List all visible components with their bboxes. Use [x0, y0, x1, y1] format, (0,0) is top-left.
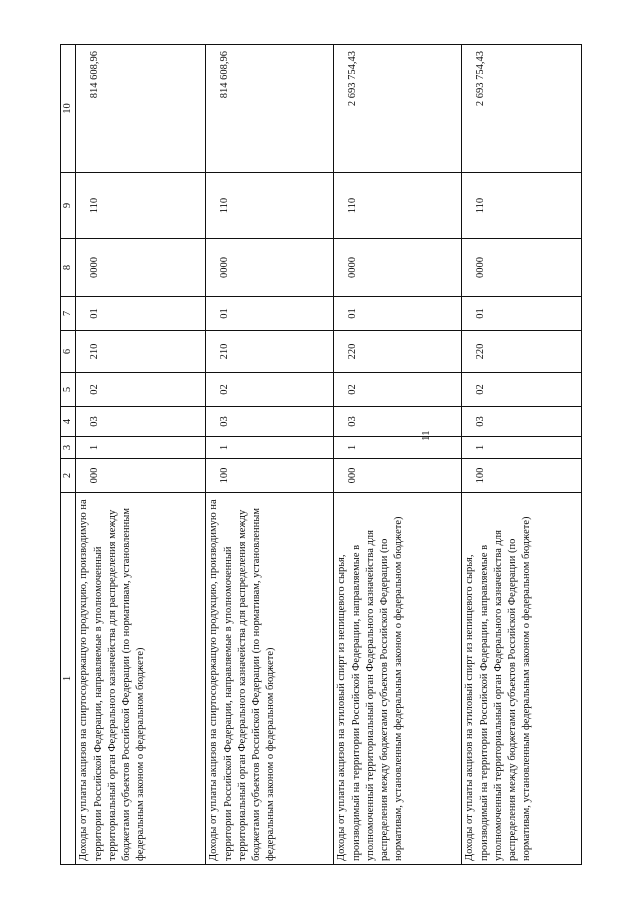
col-header-3: 3: [61, 437, 76, 459]
cell-subgroup-code: 03: [206, 407, 334, 437]
cell-program-code: 0000: [206, 239, 334, 297]
col-header-2: 2: [61, 459, 76, 493]
cell-subgroup-code: 03: [76, 407, 206, 437]
cell-subgroup-code: 03: [334, 407, 462, 437]
header-row: [61, 45, 76, 865]
cell-article-code: 02: [334, 373, 462, 407]
cell-article-code: 02: [206, 373, 334, 407]
table-row: [462, 45, 582, 865]
cell-program-code: 0000: [462, 239, 582, 297]
cell-economic-code: 110: [334, 173, 462, 239]
rotated-table-container: [60, 45, 580, 865]
cell-element-code: 01: [206, 297, 334, 331]
cell-article-code: 02: [76, 373, 206, 407]
col-header-1: 1: [61, 493, 76, 865]
cell-group-code: 1: [462, 437, 582, 459]
cell-amount: 2 693 754,43: [334, 45, 462, 173]
cell-group-code: 1: [334, 437, 462, 459]
cell-economic-code: 110: [76, 173, 206, 239]
row-description: Доходы от уплаты акцизов на спиртосодержащую продукцию, производимую на территории Российской Федерации, направляемые в уполномоченный территориальный орган Федерального казначейства для распределения между бюджетами субъектов Российской Федерации (по нормативам, установленным федеральным законом о федеральном бюджете): [206, 493, 334, 865]
cell-subgroup-code: 03: [462, 407, 582, 437]
col-header-8: 8: [61, 239, 76, 297]
cell-element-code: 01: [76, 297, 206, 331]
cell-admin-code: 000: [76, 459, 206, 493]
col-header-6: 6: [61, 331, 76, 373]
cell-admin-code: 100: [462, 459, 582, 493]
cell-amount: 2 693 754,43: [462, 45, 582, 173]
cell-element-code: 01: [462, 297, 582, 331]
cell-subarticle-code: 210: [76, 331, 206, 373]
cell-economic-code: 110: [206, 173, 334, 239]
cell-subarticle-code: 220: [462, 331, 582, 373]
row-description: Доходы от уплаты акцизов на этиловый спирт из непищевого сырья, производимый на территории Российской Федерации, направляемые в уполномоченный территориальный орган Федерального казначейства для распределения между бюджетами субъектов Российской Федерации (по нормативам, установленным федеральным законом о федеральном бюджете): [334, 493, 462, 865]
cell-group-code: 1: [206, 437, 334, 459]
cell-article-code: 02: [462, 373, 582, 407]
cell-program-code: 0000: [76, 239, 206, 297]
col-header-4: 4: [61, 407, 76, 437]
cell-admin-code: 000: [334, 459, 462, 493]
cell-program-code: 0000: [334, 239, 462, 297]
col-header-5: 5: [61, 373, 76, 407]
cell-economic-code: 110: [462, 173, 582, 239]
col-header-9: 9: [61, 173, 76, 239]
budget-revenue-table: [60, 44, 582, 865]
table-row: [206, 45, 334, 865]
cell-subarticle-code: 220: [334, 331, 462, 373]
row-description: Доходы от уплаты акцизов на этиловый спирт из непищевого сырья, производимый на территории Российской Федерации, направляемые в уполномоченный территориальный орган Федерального казначейства для распределения между бюджетами субъектов Российской Федерации (по нормативам, установленным федеральным законом о федеральном бюджете): [462, 493, 582, 865]
cell-amount: 814 608,96: [76, 45, 206, 173]
page-number: 11: [420, 430, 432, 441]
cell-admin-code: 100: [206, 459, 334, 493]
cell-element-code: 01: [334, 297, 462, 331]
cell-subarticle-code: 210: [206, 331, 334, 373]
col-header-10: 10: [61, 45, 76, 173]
row-description: Доходы от уплаты акцизов на спиртосодержащую продукцию, производимую на территории Российской Федерации, направляемые в уполномоченный территориальный орган Федерального казначейства для распределения между бюджетами субъектов Российской Федерации (по нормативам, установленным федеральным законом о федеральном бюджете): [76, 493, 206, 865]
table-row: [334, 45, 462, 865]
table-row: [76, 45, 206, 865]
cell-group-code: 1: [76, 437, 206, 459]
cell-amount: 814 608,96: [206, 45, 334, 173]
col-header-7: 7: [61, 297, 76, 331]
